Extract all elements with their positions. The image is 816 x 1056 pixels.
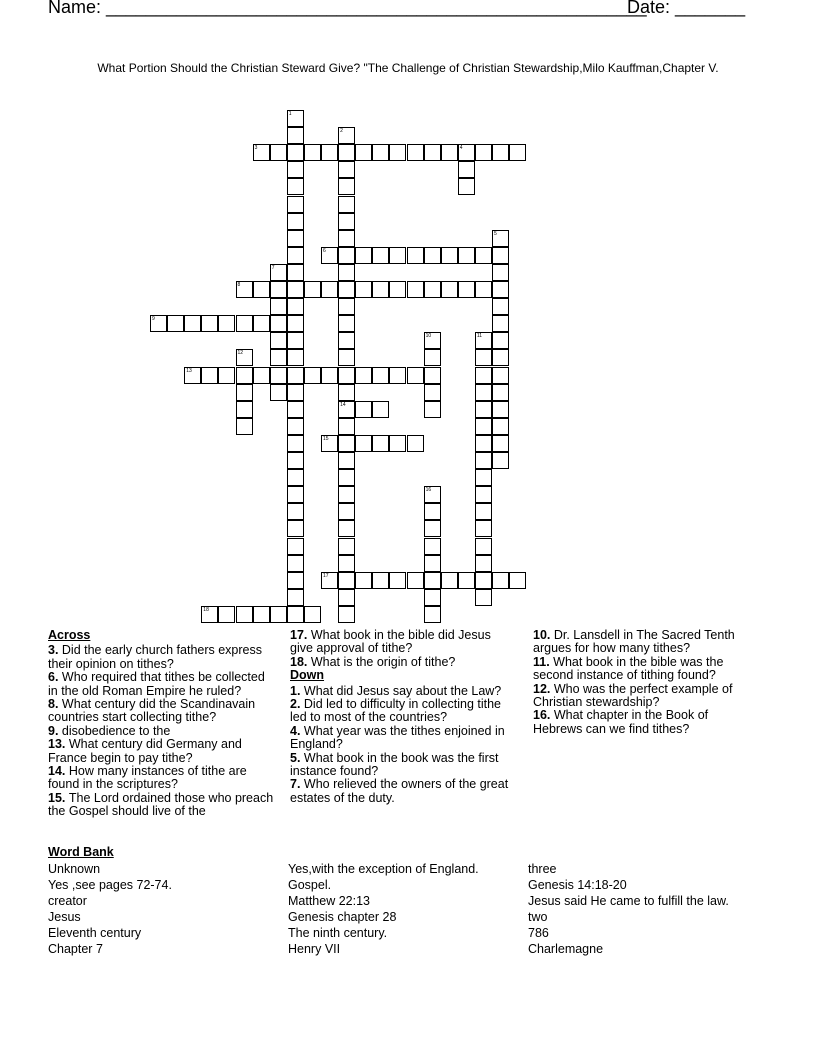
date-field[interactable]: Date: _______ — [627, 0, 746, 17]
word-bank-item: creator — [48, 894, 87, 908]
clue-text: Who relieved the owners of the great estates of the duty. — [290, 777, 509, 805]
crossword-cell[interactable] — [338, 264, 355, 281]
crossword-cell[interactable] — [407, 144, 424, 161]
crossword-cell[interactable] — [492, 401, 509, 418]
crossword-cell[interactable] — [389, 144, 406, 161]
crossword-cell[interactable] — [407, 572, 424, 589]
down-clue — [533, 629, 755, 656]
crossword-cell[interactable] — [338, 452, 355, 469]
crossword-cell[interactable] — [287, 178, 304, 195]
crossword-cell[interactable] — [492, 572, 509, 589]
crossword-cell[interactable] — [270, 349, 287, 366]
crossword-cell[interactable] — [441, 281, 458, 298]
across-clue — [48, 644, 276, 671]
crossword-cell[interactable] — [475, 452, 492, 469]
word-bank-item: Gospel. — [288, 878, 332, 892]
clue-column-3 — [533, 629, 755, 736]
crossword-cell[interactable] — [338, 401, 355, 418]
crossword-cell[interactable] — [287, 315, 304, 332]
word-bank-item: Genesis chapter 28 — [288, 910, 397, 924]
clue-number: 15 — [323, 435, 329, 442]
crossword-cell[interactable] — [338, 213, 355, 230]
crossword-cell[interactable] — [475, 418, 492, 435]
crossword-cell[interactable] — [287, 520, 304, 537]
crossword-cell[interactable] — [287, 538, 304, 555]
across-clue-list — [48, 644, 276, 818]
crossword-cell[interactable] — [321, 435, 338, 452]
crossword-cell[interactable] — [407, 435, 424, 452]
word-bank-item: two — [528, 910, 548, 924]
across-clue — [48, 698, 276, 725]
word-bank-column-3 — [528, 861, 729, 957]
crossword-cell[interactable] — [287, 435, 304, 452]
crossword-cell[interactable] — [338, 127, 355, 144]
crossword-cell[interactable] — [509, 144, 526, 161]
word-bank-item: Genesis 14:18-20 — [528, 878, 627, 892]
across-clue — [290, 656, 512, 669]
crossword-cell[interactable] — [270, 264, 287, 281]
clue-number: 12. — [533, 681, 554, 696]
crossword-cell[interactable] — [287, 452, 304, 469]
word-bank-item: Charlemagne — [528, 942, 604, 956]
clue-text: What book in the bible was the second instance of tithing found? — [533, 654, 724, 683]
clue-number: 15. — [48, 790, 69, 805]
clue-text: What is the origin of tithe? — [310, 654, 456, 669]
crossword-cell[interactable] — [475, 469, 492, 486]
crossword-cell[interactable] — [287, 247, 304, 264]
crossword-cell[interactable] — [253, 315, 270, 332]
clue-number: 5. — [290, 750, 304, 765]
clue-number: 11. — [533, 654, 554, 669]
crossword-cell[interactable] — [287, 196, 304, 213]
crossword-cell[interactable] — [475, 367, 492, 384]
word-bank-item: Yes ,see pages 72-74. — [48, 878, 172, 892]
crossword-cell[interactable] — [475, 486, 492, 503]
crossword-cell[interactable] — [338, 332, 355, 349]
crossword-cell[interactable] — [338, 572, 355, 589]
crossword-cell[interactable] — [372, 367, 389, 384]
crossword-cell[interactable] — [287, 349, 304, 366]
crossword-cell[interactable] — [407, 281, 424, 298]
crossword-cell[interactable] — [270, 281, 287, 298]
crossword-cell[interactable] — [270, 298, 287, 315]
crossword-cell[interactable] — [441, 144, 458, 161]
crossword-cell[interactable] — [475, 503, 492, 520]
crossword-cell[interactable] — [201, 367, 218, 384]
down-clue — [290, 725, 512, 752]
crossword-cell[interactable] — [167, 315, 184, 332]
crossword-cell[interactable] — [338, 503, 355, 520]
crossword-cell[interactable] — [338, 144, 355, 161]
crossword-cell[interactable] — [338, 486, 355, 503]
crossword-cell[interactable] — [287, 281, 304, 298]
crossword-cell[interactable] — [236, 418, 253, 435]
down-clue — [290, 778, 512, 805]
crossword-cell[interactable] — [287, 606, 304, 623]
crossword-cell[interactable] — [355, 435, 372, 452]
crossword-cell[interactable] — [355, 367, 372, 384]
crossword-cell[interactable] — [287, 332, 304, 349]
crossword-cell[interactable] — [441, 572, 458, 589]
crossword-cell[interactable] — [475, 572, 492, 589]
crossword-cell[interactable] — [492, 144, 509, 161]
clue-number: 9. — [48, 723, 62, 738]
clue-text: What chapter in the Book of Hebrews can we find tithes? — [533, 708, 709, 736]
clue-number: 13. — [48, 737, 69, 752]
across-clue — [48, 671, 276, 698]
across-clue — [290, 629, 512, 656]
crossword-cell[interactable] — [270, 367, 287, 384]
crossword-cell[interactable] — [492, 349, 509, 366]
clue-text: What book in the bible did Jesus give approval of tithe? — [290, 628, 491, 656]
clue-number: 18 — [203, 606, 209, 613]
word-bank-item: Matthew 22:13 — [288, 894, 370, 908]
crossword-cell[interactable] — [253, 606, 270, 623]
crossword-cell[interactable] — [424, 589, 441, 606]
crossword-cell[interactable] — [424, 401, 441, 418]
crossword-cell[interactable] — [492, 264, 509, 281]
across-clue — [48, 725, 276, 738]
crossword-cell[interactable] — [287, 503, 304, 520]
crossword-cell[interactable] — [253, 281, 270, 298]
down-clue-list — [290, 685, 512, 806]
across-clue-list-continued — [290, 629, 512, 669]
crossword-cell[interactable] — [475, 281, 492, 298]
clue-column-2 — [290, 629, 512, 805]
crossword-cell[interactable] — [389, 435, 406, 452]
crossword-cell[interactable] — [424, 486, 441, 503]
crossword-cell[interactable] — [218, 367, 235, 384]
crossword-cell[interactable] — [424, 503, 441, 520]
clue-number: 17. — [290, 628, 311, 642]
clue-number: 11 — [476, 333, 483, 340]
crossword-cell[interactable] — [236, 384, 253, 401]
clue-text: Who required that tithes be collected in the old Roman Empire he ruled? — [48, 670, 265, 698]
crossword-cell[interactable] — [355, 247, 372, 264]
clue-number: 18. — [290, 654, 311, 669]
crossword-cell[interactable] — [287, 469, 304, 486]
crossword-cell[interactable] — [458, 247, 475, 264]
crossword-cell[interactable] — [492, 418, 509, 435]
name-field[interactable]: Name: ______________________________________________________ — [48, 0, 647, 17]
puzzle-title: What Portion Should the Christian Steward Give? "The Challenge of Christian Stewardship,Milo Kauffman,Chapter V. — [97, 61, 719, 75]
crossword-cell[interactable] — [458, 178, 475, 195]
crossword-cell[interactable] — [304, 281, 321, 298]
clue-number: 7 — [271, 264, 275, 271]
clue-number: 13 — [186, 367, 192, 374]
crossword-cell[interactable] — [287, 264, 304, 281]
crossword-cell[interactable] — [372, 281, 389, 298]
crossword-cell[interactable] — [321, 367, 338, 384]
crossword-cell[interactable] — [355, 281, 372, 298]
crossword-cell[interactable] — [458, 144, 475, 161]
crossword-cell[interactable] — [492, 452, 509, 469]
crossword-cell[interactable] — [287, 418, 304, 435]
crossword-cell[interactable] — [150, 315, 167, 332]
crossword-cell[interactable] — [304, 144, 321, 161]
crossword-cell[interactable] — [338, 520, 355, 537]
crossword-cell[interactable] — [321, 247, 338, 264]
crossword-cell[interactable] — [338, 469, 355, 486]
crossword-cell[interactable] — [475, 247, 492, 264]
crossword-cell[interactable] — [424, 555, 441, 572]
across-heading: Across — [48, 628, 91, 642]
crossword-cell[interactable] — [492, 298, 509, 315]
across-column — [48, 629, 276, 819]
clue-text: How many instances of tithe are found in the scriptures? — [48, 764, 247, 792]
crossword-cell[interactable] — [253, 367, 270, 384]
crossword-cell[interactable] — [458, 572, 475, 589]
crossword-cell[interactable] — [201, 315, 218, 332]
crossword-cell[interactable] — [492, 384, 509, 401]
word-bank-item: Jesus said He came to fulfill the law. — [528, 894, 729, 908]
crossword-cell[interactable] — [338, 606, 355, 623]
crossword-cell[interactable] — [475, 555, 492, 572]
crossword-cell[interactable] — [407, 367, 424, 384]
crossword-cell[interactable] — [338, 589, 355, 606]
word-bank-item: Yes,with the exception of England. — [288, 862, 479, 876]
clue-number: 9 — [152, 316, 155, 323]
down-clue — [290, 698, 512, 725]
crossword-cell[interactable] — [287, 110, 304, 127]
down-heading: Down — [290, 668, 325, 683]
crossword-cell[interactable] — [236, 349, 253, 366]
clue-text: What century did Germany and France begin to pay tithe? — [48, 737, 242, 765]
down-clue — [533, 683, 755, 710]
crossword-cell[interactable] — [338, 555, 355, 572]
crossword-cell[interactable] — [407, 247, 424, 264]
word-bank-item: The ninth century. — [288, 926, 388, 940]
crossword-cell[interactable] — [321, 281, 338, 298]
word-bank-item: Unknown — [48, 862, 101, 876]
clue-text: Who was the perfect example of Christian stewardship? — [533, 681, 733, 710]
word-bank-item: Eleventh century — [48, 926, 142, 940]
crossword-cell[interactable] — [475, 520, 492, 537]
crossword-cell[interactable] — [304, 606, 321, 623]
crossword-cell[interactable] — [475, 401, 492, 418]
clue-number: 2 — [340, 128, 343, 135]
crossword-cell[interactable] — [338, 298, 355, 315]
crossword-cell[interactable] — [287, 367, 304, 384]
crossword-cell[interactable] — [236, 315, 253, 332]
clue-number: 10 — [425, 333, 432, 340]
crossword-cell[interactable] — [492, 315, 509, 332]
crossword-cell[interactable] — [424, 384, 441, 401]
crossword-cell[interactable] — [287, 161, 304, 178]
crossword-cell[interactable] — [372, 572, 389, 589]
crossword-cell[interactable] — [492, 247, 509, 264]
crossword-cell[interactable] — [372, 435, 389, 452]
crossword-cell[interactable] — [355, 572, 372, 589]
crossword-cell[interactable] — [458, 281, 475, 298]
clue-number: 6. — [48, 670, 62, 685]
clue-number: 2. — [290, 697, 304, 712]
crossword-cell[interactable] — [304, 367, 321, 384]
crossword-cell[interactable] — [338, 367, 355, 384]
crossword-cell[interactable] — [270, 384, 287, 401]
clue-text: Dr. Lansdell in The Sacred Tenth argues for how many tithes? — [533, 628, 735, 656]
crossword-cell[interactable] — [287, 213, 304, 230]
crossword-cell[interactable] — [218, 606, 235, 623]
word-bank-item: Chapter 7 — [48, 942, 103, 956]
across-clue — [48, 738, 276, 765]
crossword-cell[interactable] — [441, 247, 458, 264]
crossword-cell[interactable] — [389, 247, 406, 264]
down-clue — [533, 709, 755, 736]
crossword-cell[interactable] — [236, 367, 253, 384]
clue-text: disobedience to the — [61, 723, 171, 738]
crossword-cell[interactable] — [287, 230, 304, 247]
clue-text: What century did the Scandinavain countries start collecting tithe? — [48, 697, 256, 725]
crossword-cell[interactable] — [287, 401, 304, 418]
crossword-cell[interactable] — [338, 281, 355, 298]
crossword-cell[interactable] — [492, 367, 509, 384]
word-bank-column-1 — [48, 861, 172, 957]
crossword-cell[interactable] — [458, 161, 475, 178]
crossword-cell[interactable] — [338, 418, 355, 435]
word-bank-heading: Word Bank — [48, 845, 114, 859]
word-bank-item: Henry VII — [288, 942, 341, 956]
crossword-cell[interactable] — [287, 555, 304, 572]
across-clue — [48, 792, 276, 819]
crossword-cell[interactable] — [338, 178, 355, 195]
crossword-cell[interactable] — [475, 384, 492, 401]
clue-number: 7. — [290, 777, 304, 792]
crossword-cell[interactable] — [475, 435, 492, 452]
crossword-cell[interactable] — [475, 589, 492, 606]
crossword-cell[interactable] — [509, 572, 526, 589]
clue-text: What book in the book was the first instance found? — [290, 750, 499, 779]
crossword-cell[interactable] — [424, 349, 441, 366]
clue-number: 4. — [290, 723, 304, 738]
down-clue — [290, 685, 512, 698]
clue-number: 10. — [533, 628, 554, 642]
crossword-cell[interactable] — [236, 281, 253, 298]
crossword-cell[interactable] — [492, 230, 509, 247]
clue-text: Did led to difficulty in collecting tithe led to most of the countries? — [290, 697, 502, 725]
clue-number: 1 — [288, 111, 292, 117]
crossword-cell[interactable] — [184, 315, 201, 332]
across-clue — [48, 765, 276, 792]
crossword-cell[interactable] — [270, 315, 287, 332]
crossword-cell[interactable] — [338, 196, 355, 213]
crossword-cell[interactable] — [338, 435, 355, 452]
crossword-cell[interactable] — [287, 589, 304, 606]
clue-text: Did the early church fathers express their opinion on tithes? — [48, 643, 262, 671]
crossword-cell[interactable] — [389, 281, 406, 298]
crossword-cell[interactable] — [270, 606, 287, 623]
crossword-cell[interactable] — [424, 367, 441, 384]
crossword-cell[interactable] — [475, 538, 492, 555]
crossword-cell[interactable] — [492, 281, 509, 298]
clue-number: 1. — [290, 683, 304, 698]
clue-number: 3. — [48, 643, 62, 658]
crossword-cell[interactable] — [201, 606, 218, 623]
crossword-cell[interactable] — [287, 144, 304, 161]
crossword-cell[interactable] — [424, 332, 441, 349]
crossword-cell[interactable] — [372, 144, 389, 161]
word-bank-item: Jesus — [48, 910, 81, 924]
crossword-cell[interactable] — [424, 281, 441, 298]
crossword-cell[interactable] — [287, 384, 304, 401]
clue-number: 12 — [237, 350, 244, 357]
crossword-cell[interactable] — [424, 520, 441, 537]
down-clue — [533, 656, 755, 683]
crossword-cell[interactable] — [475, 332, 492, 349]
crossword-cell[interactable] — [475, 144, 492, 161]
crossword-cell[interactable] — [287, 298, 304, 315]
clue-number: 16 — [425, 487, 432, 494]
crossword-cell[interactable] — [338, 315, 355, 332]
crossword-cell[interactable] — [389, 367, 406, 384]
crossword-cell[interactable] — [184, 367, 201, 384]
clue-number: 8. — [48, 697, 62, 712]
crossword-cell[interactable] — [321, 144, 338, 161]
clue-number: 8 — [237, 282, 241, 288]
down-clue-list-continued — [533, 629, 755, 736]
crossword-cell[interactable] — [270, 332, 287, 349]
crossword-cell[interactable] — [338, 161, 355, 178]
crossword-cell[interactable] — [338, 349, 355, 366]
crossword-cell[interactable] — [355, 401, 372, 418]
crossword-cell[interactable] — [372, 401, 389, 418]
crossword-cell[interactable] — [492, 435, 509, 452]
clue-number: 6 — [323, 247, 326, 254]
crossword-cell[interactable] — [338, 247, 355, 264]
clue-number: 4 — [459, 145, 463, 152]
crossword-cell[interactable] — [424, 247, 441, 264]
clue-text: What year was the tithes enjoined in England? — [290, 723, 505, 752]
crossword-cell[interactable] — [321, 572, 338, 589]
crossword-cell[interactable] — [372, 247, 389, 264]
crossword-cell[interactable] — [287, 486, 304, 503]
crossword-cell[interactable] — [270, 144, 287, 161]
down-clue — [290, 752, 512, 779]
clue-number: 14. — [48, 764, 69, 779]
crossword-cell[interactable] — [287, 572, 304, 589]
clue-number: 17 — [323, 572, 329, 579]
clue-number: 14 — [340, 401, 346, 408]
clue-number: 5 — [494, 230, 497, 237]
crossword-cell[interactable] — [338, 230, 355, 247]
crossword-cell[interactable] — [424, 538, 441, 555]
clue-text: What did Jesus say about the Law? — [303, 683, 502, 698]
clue-number: 3 — [254, 145, 258, 152]
word-bank-column-2 — [288, 861, 479, 957]
clue-text: The Lord ordained those who preach the Gospel should live of the — [48, 790, 274, 819]
crossword-cell[interactable] — [236, 401, 253, 418]
crossword-cell[interactable] — [218, 315, 235, 332]
crossword-cell[interactable] — [424, 572, 441, 589]
crossword-cell[interactable] — [424, 606, 441, 623]
word-bank-item: 786 — [528, 926, 549, 940]
crossword-cell[interactable] — [475, 349, 492, 366]
crossword-cell[interactable] — [355, 144, 372, 161]
crossword-cell[interactable] — [492, 332, 509, 349]
crossword-cell[interactable] — [236, 606, 253, 623]
word-bank-item: three — [528, 862, 557, 876]
crossword-cell[interactable] — [338, 538, 355, 555]
crossword-cell[interactable] — [287, 127, 304, 144]
clue-number: 16. — [533, 708, 554, 723]
crossword-cell[interactable] — [389, 572, 406, 589]
crossword-cell[interactable] — [424, 144, 441, 161]
crossword-cell[interactable] — [338, 384, 355, 401]
crossword-cell[interactable] — [253, 144, 270, 161]
